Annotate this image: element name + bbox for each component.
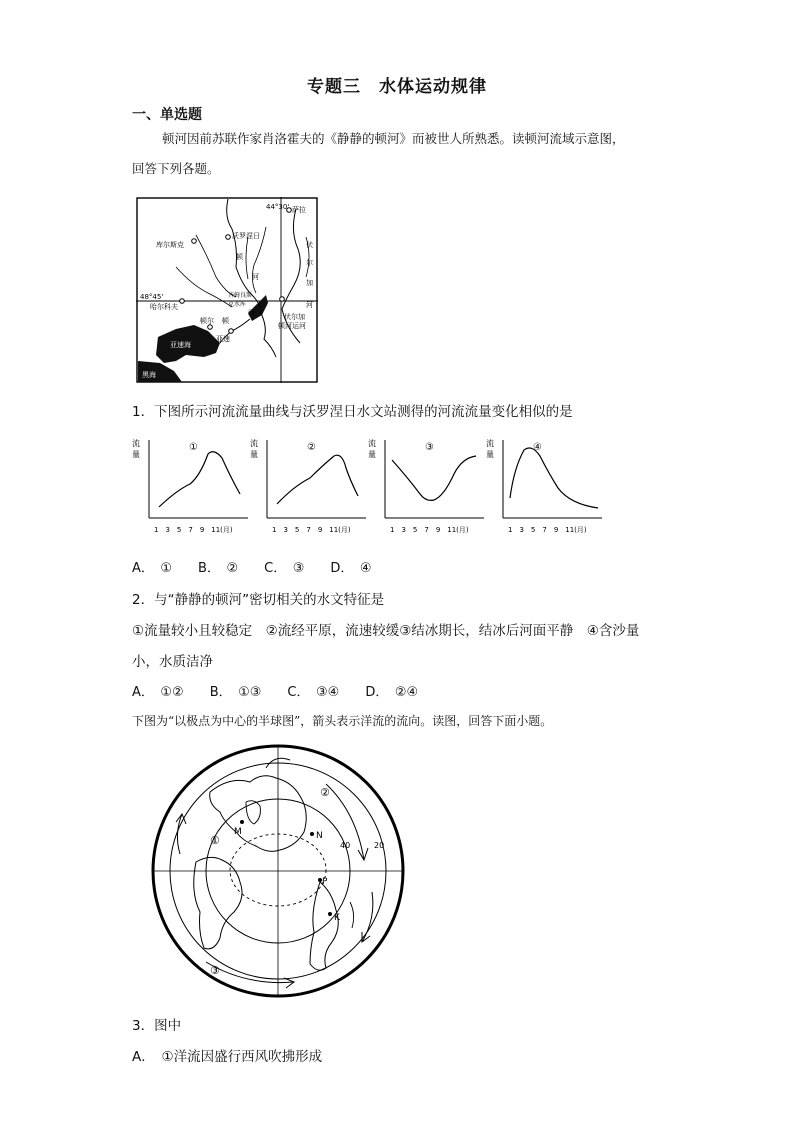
svg-text:1 3 5 7 9 11(月): 1 3 5 7 9 11(月): [272, 526, 351, 534]
chart-2: [250, 438, 366, 534]
lat-label-left: 48°45': [140, 293, 164, 301]
intro-2: 下图为“以极点为中心的半球图”，箭头表示洋流的流向。读图，回答下面小题。: [132, 714, 553, 728]
question-1-stem: 1．下图所示河流流量曲线与沃罗涅日水文站测得的河流流量变化相似的是: [132, 404, 573, 420]
saratov-label: 萨拉: [292, 206, 306, 214]
question-3-stem: 3．图中: [132, 1018, 182, 1034]
kharkov-label: 哈尔科夫: [150, 303, 178, 311]
lat-label-top: 44°30': [266, 203, 290, 211]
svg-text:1 3 5 7 9 11(月): 1 3 5 7 9 11(月): [390, 526, 469, 534]
question-2-options: A． ①② B． ①③ C． ③④ D． ②④: [132, 685, 419, 700]
svg-text:1 3 5 7 9 11(月): 1 3 5 7 9 11(月): [154, 526, 233, 534]
chart-1-number: ①: [189, 442, 198, 453]
svg-text:量: 量: [132, 450, 140, 459]
chart-3-number: ③: [425, 442, 434, 453]
svg-text:河: 河: [306, 301, 313, 309]
svg-text:河: 河: [248, 309, 255, 317]
svg-text:流: 流: [486, 439, 494, 448]
question-2-line-2: 小，水质洁净: [132, 654, 213, 670]
point-p-label: P: [322, 877, 328, 887]
svg-text:顿尔: 顿尔: [200, 317, 214, 325]
svg-text:伏尔加: 伏尔加: [284, 313, 305, 321]
point-k-label: K: [334, 913, 340, 923]
svg-text:顿: 顿: [236, 253, 243, 261]
intro-line-1: 顿河因前苏联作家肖洛霍夫的《静静的顿河》而被世人所熟悉。读顿河流域示意图，: [162, 131, 625, 146]
svg-text:加: 加: [306, 279, 313, 287]
voronezh-label: 沃罗涅日: [232, 232, 260, 240]
lat-20-label: 20: [374, 841, 385, 850]
svg-text:1 3 5 7 9 11(月): 1 3 5 7 9 11(月): [508, 526, 587, 534]
current-1-label: ①: [210, 834, 220, 847]
svg-text:河: 河: [252, 273, 259, 281]
svg-text:顿河运河: 顿河运河: [278, 322, 306, 330]
current-3-label: ③: [210, 964, 220, 977]
current-2-label: ②: [320, 786, 330, 799]
intro-line-2: 回答下列各题。: [132, 161, 220, 176]
point-n-label: N: [316, 831, 323, 841]
svg-text:伏: 伏: [306, 241, 313, 249]
svg-text:量: 量: [368, 450, 376, 459]
polar-hemisphere-map: [150, 742, 406, 1000]
question-2-stem: 2．与“静静的顿河”密切相关的水文特征是: [132, 592, 385, 608]
svg-text:量: 量: [250, 450, 258, 459]
svg-text:齐姆良斯: 齐姆良斯: [228, 292, 253, 299]
chart-4-number: ④: [533, 442, 542, 453]
svg-text:流: 流: [132, 439, 140, 448]
point-m-label: M: [234, 827, 242, 837]
question-1-options: A． ① B． ② C． ③ D． ④: [132, 561, 372, 576]
q1-charts: [132, 432, 612, 540]
black-sea-label: 黑海: [142, 371, 156, 379]
kursk-label: 库尔斯克: [156, 241, 184, 249]
chart-2-number: ②: [307, 442, 316, 453]
chart-1: [132, 438, 248, 534]
svg-text:顿: 顿: [222, 317, 229, 325]
page-title: 专题三 水体运动规律: [307, 77, 487, 97]
azov-sea-label: 亚速海: [170, 341, 191, 349]
svg-text:流: 流: [368, 439, 376, 448]
don-basin-map: [136, 197, 318, 383]
svg-text:量: 量: [486, 450, 494, 459]
svg-text:尔: 尔: [306, 259, 313, 267]
svg-text:克水库: 克水库: [228, 301, 247, 308]
chart-4: [486, 438, 602, 534]
section-heading: 一、单选题: [132, 107, 202, 123]
lat-40-label: 40: [340, 841, 351, 850]
azov-city-label: 亚速: [216, 335, 230, 343]
question-2-line-1: ①流量较小且较稳定 ②流经平原，流速较缓③结冰期长，结冰后河面平静 ④含沙量: [132, 623, 640, 639]
chart-3: [368, 438, 484, 534]
question-3-option-a: A． ①洋流因盛行西风吹拂形成: [132, 1049, 323, 1065]
svg-text:流: 流: [250, 439, 258, 448]
